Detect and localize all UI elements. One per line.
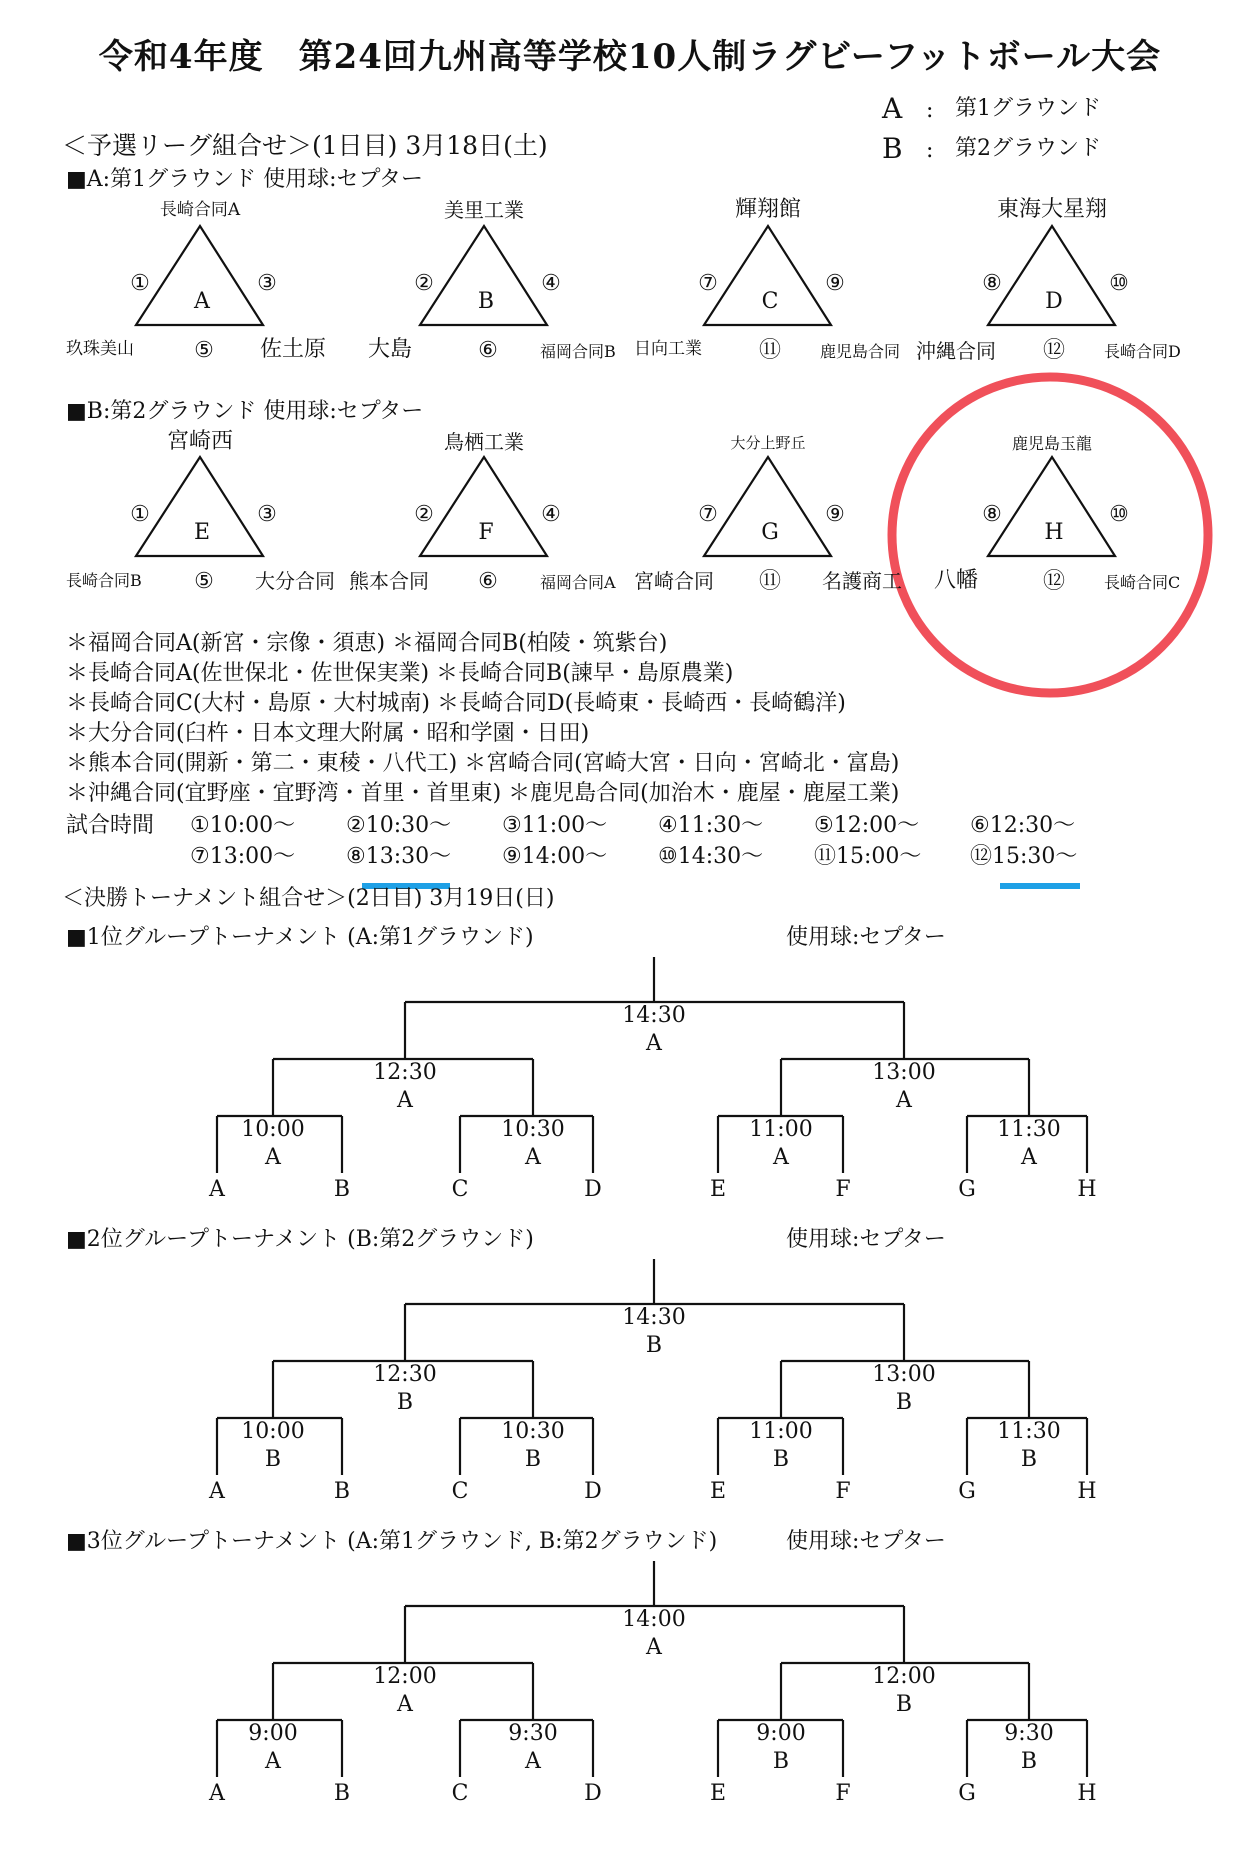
quarter-ground: A [265,1145,281,1170]
bracket-team-label: D [584,1177,602,1202]
finals-heading: ＜決勝トーナメント組合せ＞(2日目) 3月19日(日) [62,886,555,911]
match-number: ⑤ [194,569,214,594]
pool-team-right: 福岡合同B [540,342,616,361]
pool-team-left: 玖珠美山 [66,339,134,359]
pool-letter: C [761,289,779,314]
team-note: ＊長崎合同A(佐世保北・佐世保実業) ＊長崎合同B(諫早・島原農業) [66,661,734,686]
bracket-team-label: E [709,1781,727,1806]
match-number: ⑥ [478,569,498,594]
team-note: ＊福岡合同A(新宮・宗像・須恵) ＊福岡合同B(柏陵・筑紫台) [66,631,668,656]
match-number: ⑦ [698,271,718,296]
quarter-ground: B [264,1447,282,1472]
ground-a-heading: ■A:第1グラウンド 使用球:セプター [66,167,423,192]
quarter-ground: B [524,1447,542,1472]
schedule-slot: ⑫15:30～ [970,844,1078,869]
pool-team-top: 宮崎西 [166,429,234,454]
quarter-ground: A [773,1145,789,1170]
team-note: ＊沖縄合同(宜野座・宜野湾・首里・首里東) ＊鹿児島合同(加治木・鹿屋・鹿屋工業) [66,781,900,806]
quarter-time: 9:00 [248,1721,298,1746]
pool-team-left: 大島 [368,337,413,362]
pool-team-top: 輝翔館 [734,197,802,222]
ground-b-heading: ■B:第2グラウンド 使用球:セプター [66,399,424,424]
match-number: ⑤ [194,338,214,363]
team-note: ＊長崎合同C(大村・島原・大村城南) ＊長崎合同D(長崎東・長崎西・長崎鶴洋) [66,691,846,716]
bracket-heading-3: ■3位グループトーナメント (A:第1グラウンド, B:第2グラウンド) [66,1529,718,1554]
quarter-time: 9:30 [1004,1721,1054,1746]
pool-letter: F [478,520,494,545]
schedule-slot: ④11:30～ [658,813,764,838]
final-time: 14:30 [622,1305,686,1330]
pool-team-top: 東海大星翔 [996,197,1108,222]
schedule-slot: ②10:30～ [346,813,452,838]
quarter-time: 11:00 [749,1419,813,1444]
schedule-slot: ⑧13:30～ [346,844,452,869]
bracket-team-label: G [958,1781,976,1806]
pool-letter: B [477,289,495,314]
quarter-time: 10:30 [501,1419,565,1444]
semi-time: 13:00 [872,1362,936,1387]
match-number: ③ [257,271,277,296]
quarter-ground: B [772,1447,790,1472]
match-number: ⑪ [758,569,782,594]
schedule-slot: ⑤12:00～ [814,813,920,838]
match-number: ③ [257,502,277,527]
bracket-team-label: F [835,1177,851,1202]
bracket-team-label: F [835,1479,851,1504]
match-number: ⑪ [758,338,782,363]
bracket-team-label: A [209,1479,225,1504]
match-number: ⑦ [698,502,718,527]
semi-ground: B [895,1390,913,1415]
match-number: ⑧ [982,271,1002,296]
legend-label-a: 第1グラウンド [955,96,1101,121]
quarter-time: 10:00 [241,1117,305,1142]
bracket-heading-1: ■1位グループトーナメント (A:第1グラウンド) [66,925,534,950]
quarter-time: 11:00 [749,1117,813,1142]
semi-ground: B [396,1390,414,1415]
semi-time: 12:00 [872,1664,936,1689]
pool-team-right: 名護商工 [822,569,902,593]
bracket-team-label: C [451,1177,469,1202]
quarter-time: 11:30 [997,1419,1061,1444]
match-number: ⑧ [982,502,1002,527]
match-number: ① [130,271,150,296]
quarter-ground: A [265,1749,281,1774]
pool-team-right: 鹿児島合同 [820,342,901,361]
pool-letter: A [194,289,210,314]
pool-letter: G [761,520,779,545]
semi-ground: A [397,1692,413,1717]
final-ground: B [645,1333,663,1358]
bracket-team-label: C [451,1479,469,1504]
legend-letter-b: B [882,132,903,165]
pool-team-left: 宮崎合同 [634,569,714,593]
final-ground: A [646,1031,662,1056]
match-number: ② [414,502,434,527]
quarter-ground: B [772,1749,790,1774]
match-number: ⑩ [1109,271,1129,296]
pool-team-left: 熊本合同 [349,569,429,593]
bracket-team-label: H [1077,1479,1097,1504]
semi-time: 12:30 [373,1362,437,1387]
quarter-time: 11:30 [997,1117,1061,1142]
match-number: ⑫ [1042,338,1066,363]
bracket-team-label: G [958,1177,976,1202]
pool-team-top: 鹿児島玉龍 [1011,434,1093,453]
legend-letter-a: A [882,92,903,125]
quarter-ground: B [1020,1749,1038,1774]
quarter-time: 10:00 [241,1419,305,1444]
schedule-slot: ⑨14:00～ [502,844,608,869]
quarter-ground: A [525,1749,541,1774]
final-time: 14:30 [622,1003,686,1028]
match-number: ⑫ [1042,569,1066,594]
quarter-time: 10:30 [501,1117,565,1142]
final-time: 14:00 [622,1607,686,1632]
bracket-heading-2: ■2位グループトーナメント (B:第2グラウンド) [66,1227,534,1252]
semi-time: 13:00 [872,1060,936,1085]
schedule-slot: ⑦13:00～ [190,844,296,869]
bracket-team-label: A [209,1177,225,1202]
bracket-team-label: H [1077,1781,1097,1806]
pool-letter: E [193,520,211,545]
semi-ground: A [896,1088,912,1113]
final-ground: A [646,1635,662,1660]
match-number: ⑥ [478,338,498,363]
bracket-team-label: G [958,1479,976,1504]
semi-time: 12:30 [373,1060,437,1085]
semi-ground: B [895,1692,913,1717]
bracket-team-label: H [1077,1177,1097,1202]
bracket-team-label: D [584,1479,602,1504]
ball-label: 使用球:セプター [786,1227,946,1252]
match-number: ⑨ [825,271,845,296]
bracket-team-label: E [709,1177,727,1202]
pool-team-right: 長崎合同C [1104,573,1181,592]
pool-team-top: 長崎合同A [159,200,241,220]
legend-sep-a: : [926,98,934,123]
pool-team-left: 日向工業 [634,339,702,359]
schedule-label: 試合時間 [66,813,155,838]
pool-team-left: 長崎合同B [66,571,142,590]
semi-ground: A [397,1088,413,1113]
schedule-slot: ①10:00～ [190,813,296,838]
legend-sep-b: : [926,138,934,163]
schedule-slot: ③11:00～ [502,813,608,838]
match-number: ④ [541,271,561,296]
pool-team-left: 沖縄合同 [916,339,996,363]
legend-label-b: 第2グラウンド [955,136,1101,161]
ball-label: 使用球:セプター [786,925,946,950]
bracket-team-label: B [333,1781,351,1806]
match-number: ⑩ [1109,502,1129,527]
pool-letter: H [1044,520,1064,545]
bracket-team-label: E [709,1479,727,1504]
pool-team-top: 鳥栖工業 [444,430,524,454]
bracket-team-label: A [209,1781,225,1806]
team-note: ＊大分合同(臼杵・日本文理大附属・昭和学園・日田) [66,721,590,746]
pool-team-left: 八幡 [934,568,979,593]
schedule-slot: ⑩14:30～ [658,844,764,869]
prelim-heading: ＜予選リーグ組合せ＞(1日目) 3月18日(土) [62,131,548,160]
bracket-team-label: B [333,1177,351,1202]
ball-label: 使用球:セプター [786,1529,946,1554]
quarter-ground: A [1021,1145,1037,1170]
team-note: ＊熊本合同(開新・第二・東稜・八代工) ＊宮崎合同(宮崎大宮・日向・宮崎北・富島) [66,751,900,776]
pool-team-right: 大分合同 [255,569,335,593]
schedule-slot: ⑪15:00～ [814,844,922,869]
bracket-team-label: C [451,1781,469,1806]
quarter-time: 9:30 [508,1721,558,1746]
pool-team-right: 福岡合同A [540,573,616,592]
quarter-ground: B [1020,1447,1038,1472]
match-number: ④ [541,502,561,527]
pool-team-right: 長崎合同D [1104,342,1181,361]
bracket-team-label: B [333,1479,351,1504]
match-number: ① [130,502,150,527]
pool-letter: D [1045,289,1063,314]
match-number: ⑨ [825,502,845,527]
pool-team-top: 大分上野丘 [730,434,806,452]
quarter-ground: A [525,1145,541,1170]
bracket-team-label: F [835,1781,851,1806]
semi-time: 12:00 [373,1664,437,1689]
pool-team-top: 美里工業 [444,198,524,222]
quarter-time: 9:00 [756,1721,806,1746]
page-title: 令和4年度 第24回九州高等学校10人制ラグビーフットボール大会 [98,37,1162,77]
match-number: ② [414,271,434,296]
bracket-team-label: D [584,1781,602,1806]
schedule-slot: ⑥12:30～ [970,813,1076,838]
pool-team-right: 佐土原 [260,337,327,362]
